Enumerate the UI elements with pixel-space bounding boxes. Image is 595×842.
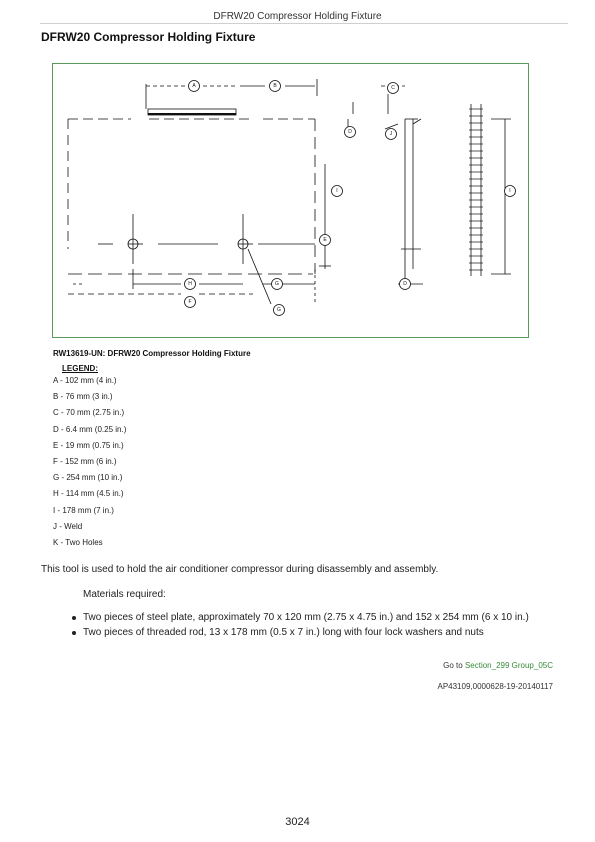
svg-text:C: C (391, 85, 395, 91)
legend-item-j: J - Weld (53, 521, 83, 531)
materials-list (72, 612, 529, 642)
materials-item (72, 627, 529, 642)
legend-item-c: C - 70 mm (2.75 in.) (53, 408, 125, 418)
svg-text:D: D (348, 129, 352, 135)
materials-item-text: Two pieces of threaded rod, 13 x 178 mm (0.5 x 7 in.) long with four lock washers and nuts (83, 627, 484, 638)
page-number: 3024 (285, 816, 310, 828)
goto-line (443, 661, 553, 670)
running-header: DFRW20 Compressor Holding Fixture (213, 11, 382, 22)
figure-caption: RW13619-UN: DFRW20 Compressor Holding Fixture (53, 349, 251, 358)
materials-label: Materials required: (83, 589, 166, 600)
legend-item-i: I - 178 mm (7 in.) (53, 505, 114, 515)
svg-text:I: I (509, 188, 511, 194)
callout-j (386, 129, 397, 140)
page-title: DFRW20 Compressor Holding Fixture (41, 30, 256, 44)
legend-item-d: D - 6.4 mm (0.25 in.) (53, 424, 127, 434)
materials-item (72, 612, 529, 627)
svg-text:F: F (188, 299, 192, 305)
section-link[interactable]: Section_299 Group_05C (464, 661, 553, 670)
svg-text:I: I (336, 188, 338, 194)
materials-item-text: Two pieces of steel plate, approximately 70 x 120 mm (2.75 x 4.75 in.) and 152 x 254 mm (6 x 10 in.) (83, 612, 529, 623)
callout-e (320, 235, 331, 246)
bullet-icon (72, 616, 76, 620)
svg-text:G: G (277, 307, 281, 313)
svg-text:D: D (403, 281, 407, 287)
legend-item-a: A - 102 mm (4 in.) (53, 376, 117, 385)
goto-prefix: Go to (443, 661, 465, 670)
legend-item-f: F - 152 mm (6 in.) (53, 456, 117, 466)
legend-item-e: E - 19 mm (0.75 in.) (53, 440, 124, 450)
callout-a (189, 81, 200, 92)
callout-d-bottom (400, 279, 411, 290)
callout-k (274, 305, 285, 316)
svg-text:H: H (188, 281, 192, 287)
callout-h (185, 279, 196, 290)
legend-item-k: K - Two Holes (53, 537, 103, 547)
legend-title: LEGEND: (62, 364, 98, 373)
callout-c (388, 83, 399, 94)
svg-text:B: B (273, 83, 277, 89)
callout-g-right (272, 279, 283, 290)
svg-text:A: A (192, 83, 196, 89)
legend-item-b: B - 76 mm (3 in.) (53, 392, 113, 402)
legend-list (53, 376, 126, 554)
technical-drawing (53, 64, 530, 339)
callout-i-side (505, 186, 516, 197)
svg-text:G: G (275, 281, 279, 287)
fixture-drawing (52, 63, 529, 338)
description-text: This tool is used to hold the air conditioner compressor during disassembly and assembly. (41, 564, 439, 575)
bullet-icon (72, 631, 76, 635)
svg-text:J: J (389, 131, 393, 137)
reference-id: AP43109,0000628-19-20140117 (437, 682, 553, 691)
legend-item-g: G - 254 mm (10 in.) (53, 473, 123, 483)
legend-item-h: H - 114 mm (4.5 in.) (53, 489, 124, 499)
callout-d-top (345, 127, 356, 138)
svg-text:E: E (323, 237, 327, 243)
header-rule (40, 23, 568, 24)
callout-b (270, 81, 281, 92)
callout-f (185, 297, 196, 308)
callout-i-front (332, 186, 343, 197)
